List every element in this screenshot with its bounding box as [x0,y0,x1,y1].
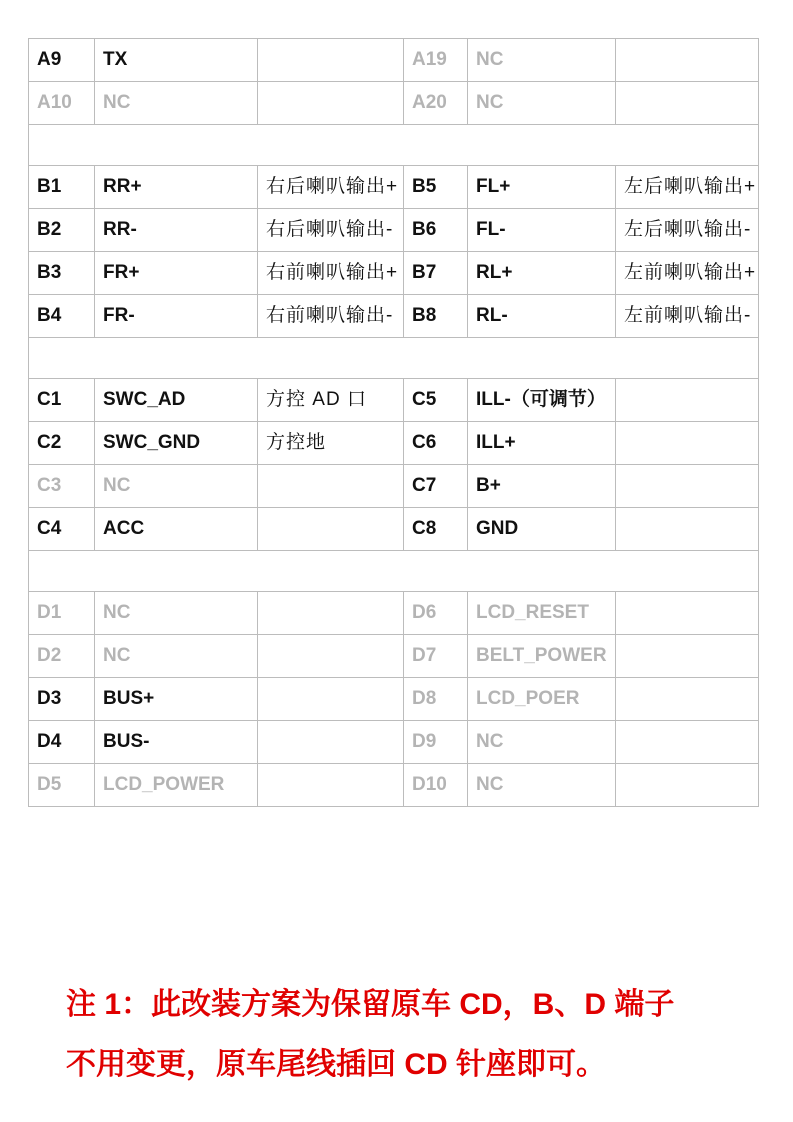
pin-id-cell: B8 [404,295,468,338]
description-cell [616,379,759,422]
signal-name-cell: FR- [95,295,258,338]
pin-id-cell: B6 [404,209,468,252]
description-cell: 右前喇叭输出- [258,295,404,338]
separator-row [29,338,759,379]
table-row [29,82,759,125]
pin-id-cell: D9 [404,721,468,764]
note-block [66,975,766,1095]
description-cell [616,721,759,764]
pin-id-cell: B3 [29,252,95,295]
pin-id-cell: D5 [29,764,95,807]
description-cell: 右后喇叭输出- [258,209,404,252]
signal-name-cell: LCD_POER [468,678,616,721]
signal-name-cell: TX [95,39,258,82]
description-cell [616,508,759,551]
description-cell [616,635,759,678]
table-row [29,465,759,508]
signal-name-cell: NC [468,39,616,82]
signal-name-cell: BUS+ [95,678,258,721]
description-cell: 左前喇叭输出- [616,295,759,338]
pin-id-cell: B4 [29,295,95,338]
signal-name-cell: GND [468,508,616,551]
pin-id-cell: C3 [29,465,95,508]
signal-name-cell: SWC_GND [95,422,258,465]
signal-name-cell: NC [468,764,616,807]
description-cell: 方控 AD 口 [258,379,404,422]
pin-definition-table [28,38,759,807]
description-cell [616,39,759,82]
description-cell: 左后喇叭输出+ [616,166,759,209]
description-cell [258,721,404,764]
signal-name-cell: ILL+ [468,422,616,465]
pin-id-cell: B7 [404,252,468,295]
signal-name-cell: NC [95,592,258,635]
pin-id-cell: D10 [404,764,468,807]
separator-cell [29,125,759,166]
table-row [29,592,759,635]
signal-name-cell: LCD_POWER [95,764,258,807]
signal-name-cell: BELT_POWER [468,635,616,678]
pin-id-cell: D7 [404,635,468,678]
pin-id-cell: B2 [29,209,95,252]
separator-cell [29,338,759,379]
pin-id-cell: D1 [29,592,95,635]
pin-id-cell: A19 [404,39,468,82]
signal-name-cell: LCD_RESET [468,592,616,635]
signal-name-cell: RR+ [95,166,258,209]
table-row [29,39,759,82]
pin-table-body [29,39,759,807]
table-row [29,764,759,807]
signal-name-cell: SWC_AD [95,379,258,422]
description-cell: 右后喇叭输出+ [258,166,404,209]
pin-id-cell: C1 [29,379,95,422]
pin-id-cell: D4 [29,721,95,764]
description-cell [258,508,404,551]
table-row [29,635,759,678]
signal-name-cell: NC [468,721,616,764]
separator-row [29,125,759,166]
description-cell: 右前喇叭输出+ [258,252,404,295]
pin-id-cell: A9 [29,39,95,82]
description-cell: 左前喇叭输出+ [616,252,759,295]
signal-name-cell: ILL-（可调节） [468,379,616,422]
table-row [29,252,759,295]
separator-cell [29,551,759,592]
signal-name-cell: BUS- [95,721,258,764]
signal-name-cell: ACC [95,508,258,551]
description-cell: 方控地 [258,422,404,465]
description-cell [258,764,404,807]
description-cell [258,39,404,82]
description-cell [258,592,404,635]
signal-name-cell: B+ [468,465,616,508]
pin-id-cell: B5 [404,166,468,209]
pin-id-cell: C7 [404,465,468,508]
description-cell [616,592,759,635]
pin-id-cell: C2 [29,422,95,465]
table-row [29,422,759,465]
separator-row [29,551,759,592]
pin-id-cell: B1 [29,166,95,209]
table-row [29,508,759,551]
table-row [29,721,759,764]
description-cell [616,678,759,721]
pin-id-cell: A10 [29,82,95,125]
signal-name-cell: FR+ [95,252,258,295]
pin-id-cell: C6 [404,422,468,465]
description-cell [616,422,759,465]
signal-name-cell: RL+ [468,252,616,295]
signal-name-cell: NC [95,465,258,508]
pin-id-cell: D2 [29,635,95,678]
table-row [29,295,759,338]
signal-name-cell: RL- [468,295,616,338]
pin-id-cell: C4 [29,508,95,551]
description-cell: 左后喇叭输出- [616,209,759,252]
description-cell [258,82,404,125]
pin-id-cell: C8 [404,508,468,551]
signal-name-cell: RR- [95,209,258,252]
signal-name-cell: FL- [468,209,616,252]
description-cell [258,465,404,508]
pin-id-cell: D3 [29,678,95,721]
signal-name-cell: FL+ [468,166,616,209]
signal-name-cell: NC [468,82,616,125]
description-cell [258,678,404,721]
signal-name-cell: NC [95,82,258,125]
description-cell [616,82,759,125]
description-cell [258,635,404,678]
description-cell [616,465,759,508]
table-row [29,166,759,209]
pin-id-cell: D6 [404,592,468,635]
description-cell [616,764,759,807]
pin-id-cell: C5 [404,379,468,422]
note-line-2: 不用变更，原车尾线插回 CD 针座即可。 [66,1048,606,1081]
table-row [29,379,759,422]
pin-id-cell: D8 [404,678,468,721]
note-line-1: 注 1：此改装方案为保留原车 CD，B、D 端子 [66,988,675,1021]
pin-id-cell: A20 [404,82,468,125]
signal-name-cell: NC [95,635,258,678]
table-row [29,678,759,721]
table-row [29,209,759,252]
